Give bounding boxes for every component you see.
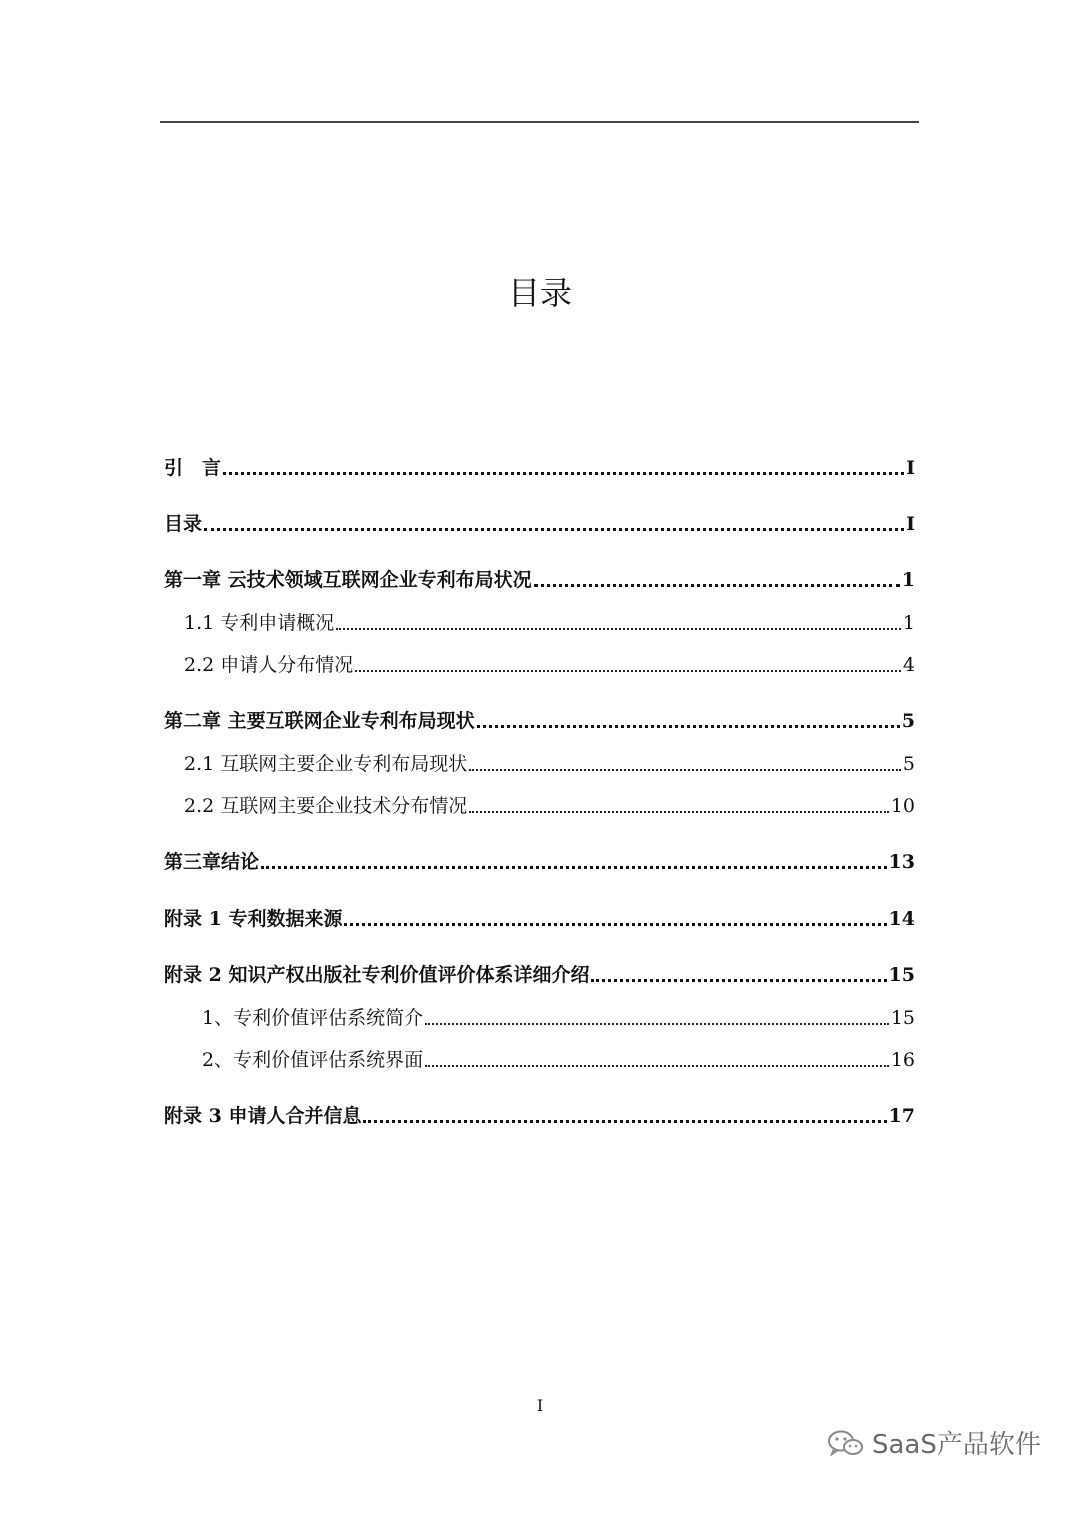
toc-entry-label: 附录 2 知识产权出版社专利价值评价体系详细介绍 [164,964,590,986]
toc-leader [425,1062,889,1067]
toc-entry-appendix-2[interactable] [164,961,915,989]
toc-leader [344,920,886,926]
toc-entry-label: 附录 3 申请人合并信息 [164,1105,362,1127]
toc-entry-page: 15 [890,1007,915,1029]
toc-entry-page: 17 [888,1105,915,1127]
toc-entry-page: 13 [888,851,915,873]
toc-entry-appendix-2-2[interactable] [202,1046,915,1074]
toc-entry-appendix-3[interactable] [164,1102,915,1130]
toc-entry-section-1-1[interactable] [184,609,915,637]
toc-entry-contents[interactable] [164,510,915,538]
toc-entry-section-2-2[interactable] [184,792,915,820]
toc-leader [336,625,901,630]
toc-leader [355,667,901,672]
toc-entry-label: 目录 [164,513,203,535]
toc-leader [223,469,904,475]
toc-entry-label: 1、专利价值评估系统简介 [202,1007,424,1029]
toc-entry-label: 附录 1 专利数据来源 [164,908,343,930]
toc-entry-page: 4 [902,654,915,676]
toc-leader [204,525,904,531]
toc-leader [477,722,900,728]
toc-entry-section-1-2[interactable] [184,651,915,679]
toc-entry-chapter-3[interactable] [164,848,915,876]
toc-entry-page: 1 [901,569,915,591]
toc-entry-page: 1 [902,612,915,634]
toc-leader [591,976,886,982]
footer-page-number: I [536,1396,544,1415]
toc-entry-label: 1.1 专利申请概况 [184,612,335,634]
page-title: 目录 [507,274,572,312]
toc-entry-label: 2.1 互联网主要企业专利布局现状 [184,753,468,775]
wechat-icon [826,1428,866,1458]
toc-entry-page: I [906,457,915,479]
toc-leader [469,766,901,771]
toc-entry-page: 15 [888,964,915,986]
toc-entry-introduction[interactable] [164,454,915,482]
toc-entry-label: 引 言 [164,457,222,479]
watermark-text: SaaS产品软件 [872,1430,1041,1460]
toc-entry-appendix-2-1[interactable] [202,1004,915,1032]
toc-entry-label: 第三章结论 [164,851,260,873]
toc-leader [534,581,900,587]
toc-entry-label: 2.2 互联网主要企业技术分布情况 [184,795,468,817]
toc-leader [425,1020,889,1025]
toc-leader [363,1117,886,1123]
toc-entry-label: 2、专利价值评估系统界面 [202,1049,424,1071]
toc-entry-label: 第一章 云技术领域互联网企业专利布局状况 [164,569,532,591]
watermark [826,1424,1041,1461]
toc-leader [261,863,887,869]
toc-entry-section-2-1[interactable] [184,750,915,778]
toc-entry-chapter-1[interactable] [164,566,915,594]
toc-leader [469,808,889,813]
toc-entry-chapter-2[interactable] [164,707,915,735]
toc-entry-page: 10 [890,795,915,817]
toc-entry-page: 14 [888,908,915,930]
toc-entry-label: 2.2 申请人分布情况 [184,654,354,676]
toc-entry-page: 5 [901,710,915,732]
toc-entry-appendix-1[interactable] [164,905,915,933]
toc-entry-label: 第二章 主要互联网企业专利布局现状 [164,710,475,732]
toc-entry-page: 16 [890,1049,915,1071]
toc-entry-page: I [906,513,915,535]
toc-entry-page: 5 [902,753,915,775]
